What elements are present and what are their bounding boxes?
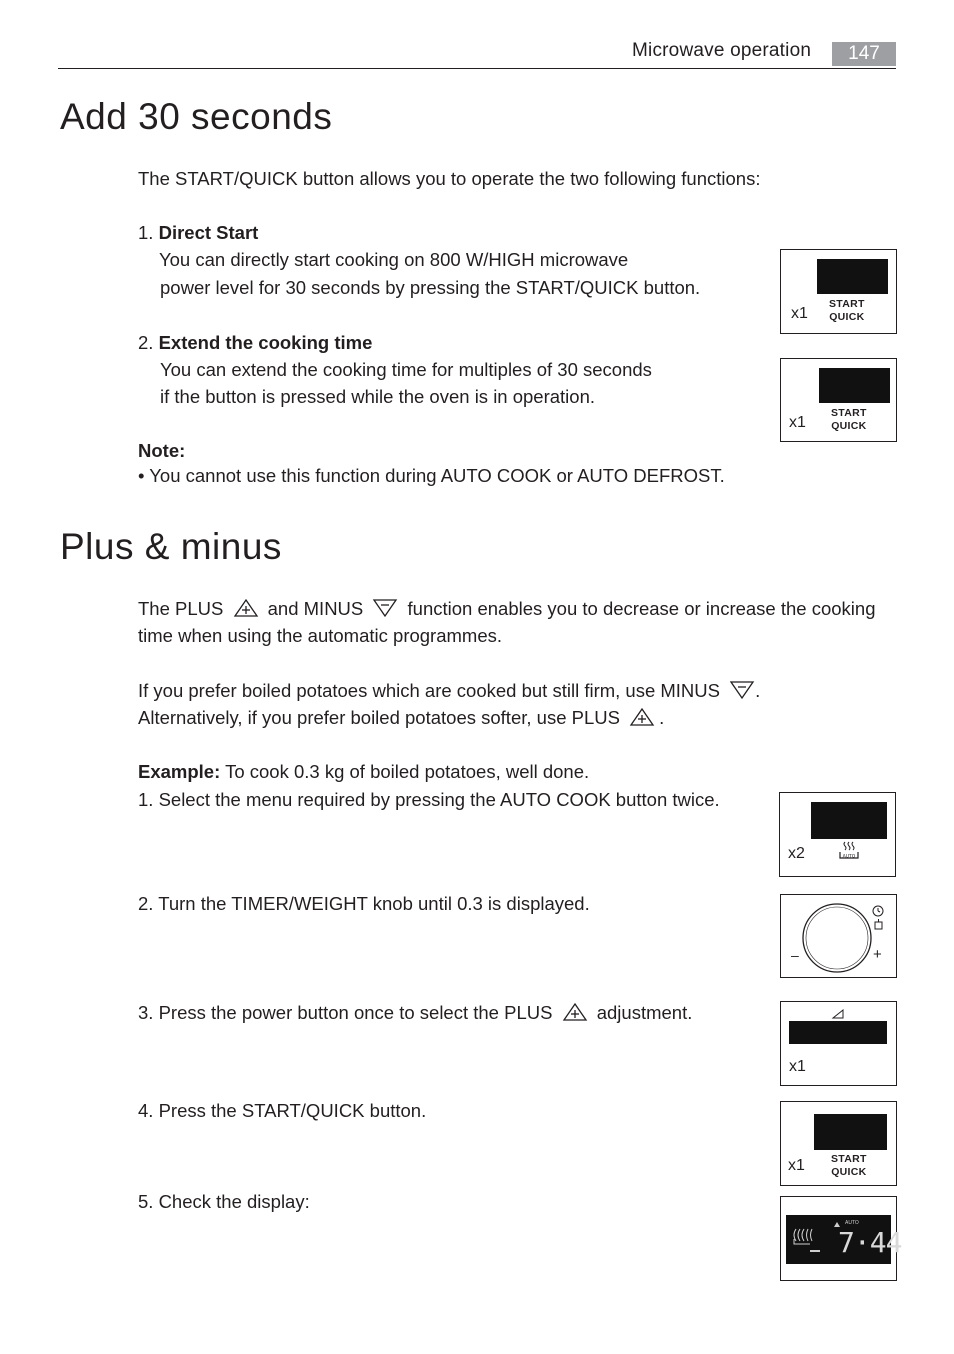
start-label: START bbox=[829, 298, 865, 310]
plus-triangle-icon bbox=[629, 707, 655, 727]
knob-plus-sign: + bbox=[873, 946, 882, 963]
start-quick-panel-1 bbox=[780, 249, 897, 334]
auto-cook-panel bbox=[779, 792, 896, 877]
plus-indicator-icon bbox=[831, 1008, 845, 1020]
text-prefer-softer: Alternatively, if you prefer boiled potatoes softer, use PLUS bbox=[138, 707, 620, 728]
start-quick-button bbox=[831, 1153, 867, 1179]
text-and-minus: and MINUS bbox=[267, 598, 364, 619]
add30-intro: The START/QUICK button allows you to operate the two following functions: bbox=[138, 168, 761, 189]
step-2: 2. Turn the TIMER/WEIGHT knob until 0.3 is displayed. bbox=[138, 893, 590, 914]
auto-cook-icon bbox=[838, 840, 860, 862]
display-screen bbox=[811, 802, 887, 839]
page-number: 147 bbox=[832, 42, 896, 66]
heading-plus-minus: Plus & minus bbox=[60, 526, 282, 567]
press-count: x1 bbox=[789, 414, 806, 431]
start-quick-panel-2 bbox=[780, 358, 897, 442]
text-prefer-firm: If you prefer boiled potatoes which are cooked but still firm, use MINUS bbox=[138, 680, 720, 701]
example-text: To cook 0.3 kg of boiled potatoes, well done. bbox=[225, 761, 590, 782]
display-screen bbox=[789, 1021, 887, 1044]
item2-number: 2. bbox=[138, 332, 154, 353]
step-1: 1. Select the menu required by pressing the AUTO COOK button twice. bbox=[138, 789, 720, 810]
power-button-panel bbox=[780, 1001, 897, 1086]
start-label: START bbox=[831, 1153, 867, 1165]
quick-label: QUICK bbox=[831, 1166, 867, 1178]
item1-number: 1. bbox=[138, 222, 154, 243]
item1-heading-line bbox=[138, 219, 258, 246]
plusminus-paragraph-2-line-2 bbox=[138, 704, 664, 731]
step-3-text-end: adjustment. bbox=[596, 1002, 693, 1023]
knob-minus-sign: – bbox=[791, 947, 799, 963]
press-count: x1 bbox=[791, 305, 808, 322]
period: . bbox=[755, 680, 761, 701]
press-count: x2 bbox=[788, 845, 805, 862]
plusminus-paragraph-1-line-1 bbox=[138, 595, 876, 622]
note-heading: Note: bbox=[138, 440, 186, 461]
section-title: Microwave operation bbox=[632, 40, 812, 61]
item2-heading: Extend the cooking time bbox=[158, 332, 373, 353]
example-label: Example: bbox=[138, 761, 221, 782]
start-quick-button bbox=[831, 407, 867, 433]
timer-weight-knob-icon bbox=[781, 895, 896, 977]
plusminus-paragraph-1-line-2: time when using the automatic programmes. bbox=[138, 625, 503, 646]
start-quick-panel-3 bbox=[780, 1101, 897, 1186]
step-4: 4. Press the START/QUICK button. bbox=[138, 1100, 427, 1121]
quick-label: QUICK bbox=[829, 311, 865, 323]
heading-add-30-seconds: Add 30 seconds bbox=[60, 96, 333, 137]
timer-weight-knob-panel bbox=[780, 894, 897, 978]
auto-icon-label: AUTO bbox=[842, 854, 856, 860]
step-5: 5. Check the display: bbox=[138, 1191, 310, 1212]
lcd-display bbox=[786, 1215, 902, 1264]
plusminus-paragraph-2-line-1 bbox=[138, 677, 760, 704]
step-3 bbox=[138, 999, 692, 1026]
plus-triangle-icon bbox=[233, 598, 259, 618]
display-screen bbox=[819, 368, 890, 403]
item1-text-2: power level for 30 seconds by pressing the START/QUICK button. bbox=[160, 277, 701, 298]
text-the-plus: The PLUS bbox=[138, 598, 224, 619]
minus-triangle-icon bbox=[372, 598, 398, 618]
item2-heading-line bbox=[138, 329, 372, 356]
quick-label: QUICK bbox=[831, 420, 867, 432]
text-function-enables: function enables you to decrease or increase the cooking bbox=[407, 598, 876, 619]
item1-text-1: You can directly start cooking on 800 W/HIGH microwave bbox=[159, 249, 629, 270]
start-label: START bbox=[831, 407, 867, 419]
item1-heading: Direct Start bbox=[158, 222, 259, 243]
period: . bbox=[659, 707, 665, 728]
cooking-time-readout: 7·44 bbox=[838, 1226, 902, 1259]
display-screen bbox=[814, 1114, 887, 1150]
microwave-wave-icon bbox=[790, 1225, 822, 1255]
step-3-text: 3. Press the power button once to select the PLUS bbox=[138, 1002, 553, 1023]
item2-text-1: You can extend the cooking time for multiples of 30 seconds bbox=[160, 359, 652, 380]
header-rule bbox=[58, 68, 896, 69]
start-quick-button bbox=[829, 298, 865, 324]
example-line bbox=[138, 758, 589, 785]
display-readout-panel bbox=[780, 1196, 902, 1281]
display-screen bbox=[817, 259, 888, 294]
press-count: x1 bbox=[788, 1157, 805, 1174]
minus-triangle-icon bbox=[729, 680, 755, 700]
note-text: • You cannot use this function during AUTO COOK or AUTO DEFROST. bbox=[138, 465, 725, 486]
auto-indicator: AUTO bbox=[845, 1220, 859, 1226]
item2-text-2: if the button is pressed while the oven is in operation. bbox=[160, 386, 596, 407]
press-count: x1 bbox=[789, 1058, 806, 1075]
plus-triangle-icon bbox=[562, 1002, 588, 1022]
